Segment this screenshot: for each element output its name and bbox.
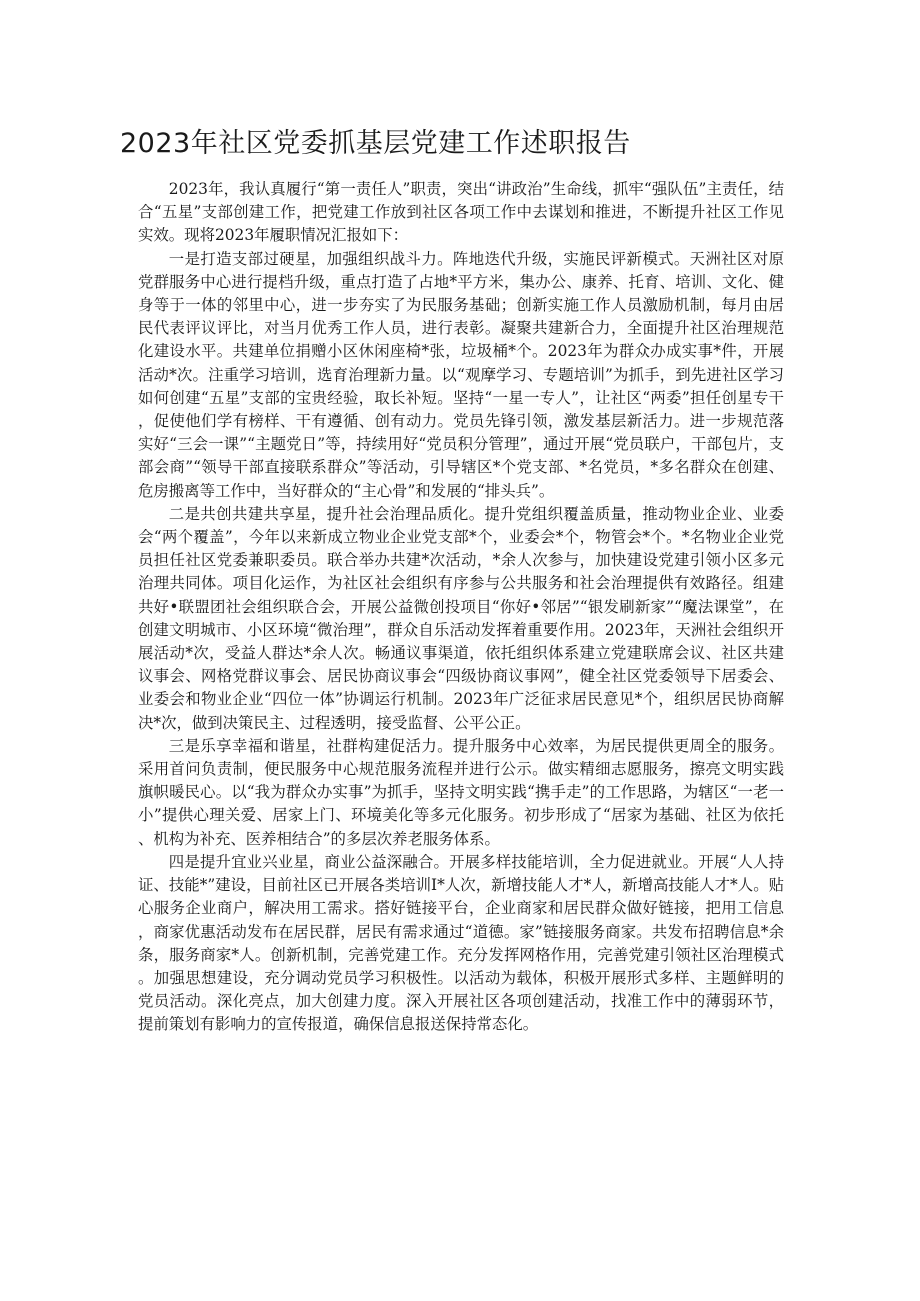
paragraph-section-3: 三是乐享幸福和谐星，社群构建促活力。提升服务中心效率，为居民提供更周全的服务。采用首问负责制，便民服务中心规范服务流程并进行公示。做实精细志愿服务，擦亮文明实践旗帜暖民心。以“我为群众办实事”为抓手，坚持文明实践“携手走”的工作思路，为辖区“一老一小”提供心理关爱、居家上门、环境美化等多元化服务。初步形成了“居家为基础、社区为依托、机构为补充、医养相结合”的多层次养老服务体系。 xyxy=(138,736,784,848)
paragraph-section-1: 一是打造支部过硬星，加强组织战斗力。阵地迭代升级，实施民评新模式。天洲社区对原党群服务中心进行提档升级，重点打造了占地*平方米，集办公、康养、托育、培训、文化、健身等于一体的邻里中心，进一步夯实了为民服务基础；创新实施工作人员激励机制，每月由居民代表评议评比，对当月优秀工作人员，进行表彰。凝聚共建新合力，全面提升社区治理规范化建设水平。共建单位捐赠小区休闲座椅*张，垃圾桶*个。2023年为群众办成实事*件，开展活动*次。注重学习培训，选育治理新力量。以“观摩学习、专题培训”为抓手，到先进社区学习如何创建“五星”支部的宝贵经验，取长补短。坚持“一星一专人”，让社区“两委”担任创星专干，促使他们学有榜样、干有遵循、创有动力。党员先锋引领，激发基层新活力。进一步规范落实好“三会一课”“主题党日”等，持续用好“党员积分管理”，通过开展“党员联户，干部包片，支部会商”“领导干部直接联系群众”等活动，引导辖区*个党支部、*名党员，*多名群众在创建、危房搬离等工作中，当好群众的“主心骨”和发展的“排头兵”。 xyxy=(138,249,784,500)
paragraph-section-2: 二是共创共建共享星，提升社会治理品质化。提升党组织覆盖质量，推动物业企业、业委会“两个覆盖”，今年以来新成立物业企业党支部*个，业委会*个，物管会*个。*名物业企业党员担任社区党委兼职委员。联合举办共建*次活动，*余人次参与，加快建设党建引领小区多元治理共同体。项目化运作，为社区社会组织有序参与公共服务和社会治理提供有效路径。组建共好•联盟团社会组织联合会，开展公益微创投项目“你好•邻居”“银发刷新家”“魔法课堂”，在创建文明城市、小区环境“微治理”，群众自乐活动发挥着重要作用。2023年，天洲社会组织开展活动*次，受益人群达*余人次。畅通议事渠道，依托组织体系建立党建联席会议、社区共建议事会、网格党群议事会、居民协商议事会“四级协商议事网”，健全社区党委领导下居委会、业委会和物业企业“四位一体”协调运行机制。2023年广泛征求居民意见*个，组织居民协商解决*次，做到决策民主、过程透明，接受监督、公平公正。 xyxy=(138,504,784,732)
paragraph-section-4: 四是提升宜业兴业星，商业公益深融合。开展多样技能培训，全力促进就业。开展“人人持证、技能*”建设，目前社区已开展各类培训I*人次，新增技能人才*人，新增高技能人才*人。贴心服务企业商户，解决用工需求。搭好链接平台，企业商家和居民群众做好链接，把用工信息，商家优惠活动发布在居民群，居民有需求通过“道德。家”链接服务商家。共发布招聘信息*余条，服务商家*人。创新机制，完善党建工作。充分发挥网格作用，完善党建引领社区治理模式。加强思想建设，充分调动党员学习积极性。以活动为载体，积极开展形式多样、主题鲜明的党员活动。深化亮点，加大创建力度。深入开展社区各项创建活动，找准工作中的薄弱环节，提前策划有影响力的宣传报道，确保信息报送保持常态化。 xyxy=(138,852,784,1034)
document-body xyxy=(138,178,784,1037)
paragraph-intro: 2023年，我认真履行“第一责任人”职责，突出“讲政治”生命线，抓牢“强队伍”主责任，结合“五星”支部创建工作，把党建工作放到社区各项工作中去谋划和推进，不断提升社区工作见实效。现将2023年履职情况汇报如下： xyxy=(138,180,784,245)
document-title: 2023年社区党委抓基层党建工作述职报告 xyxy=(120,128,631,159)
